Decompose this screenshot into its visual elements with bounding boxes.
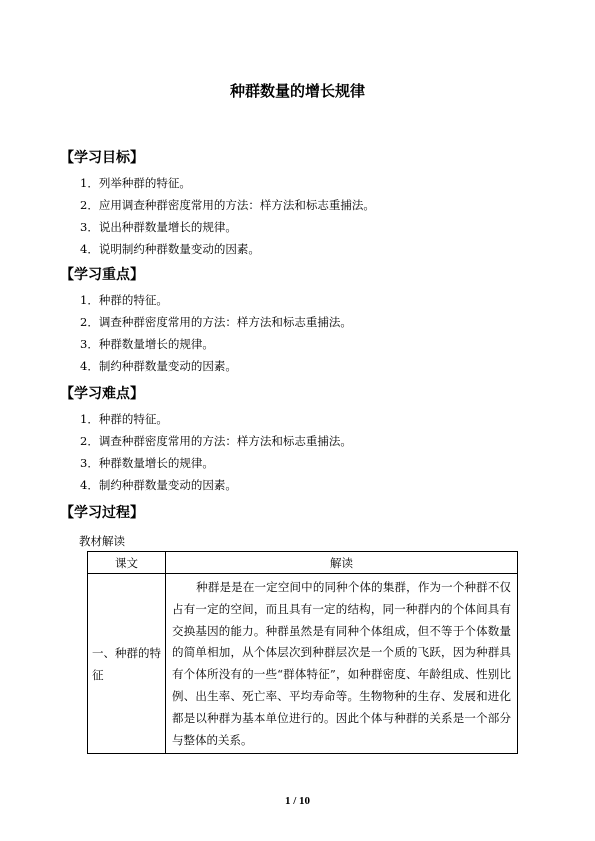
list-item: 1．列举种群的特征。 [80,176,191,190]
list-item: 4．制约种群数量变动的因素。 [80,359,237,373]
list-item: 2．调查种群密度常用的方法：样方法和标志重捕法。 [80,315,352,329]
key-points-list [80,289,352,377]
section-heading-goals: 【学习目标】 [60,150,144,166]
difficulties-list [80,408,352,496]
table-cell-content-text: 种群是是在一定空间中的同种个体的集群，作为一个种群不仅占有一定的空间，而且具有一定的结构，同一种群内的个体间具有交换基因的能力。种群虽然是有同种个体组成，但不等于个体数量的简单相加，从个体层次到种群层次是一个质的飞跃，因为种群具有个体所没有的一些“群体特征”，如种群密度、年龄组成、性别比例、出生率、死亡率、平均寿命等。生物物种的生存、发展和进化都是以种群为基本单位进行的。因此个体与种群的关系是一个部分与整体的关系。 [172,580,511,747]
table-cell-topic: 一、种群的特征 [88,574,166,754]
list-item: 1．种群的特征。 [80,412,168,426]
list-item: 2．调查种群密度常用的方法：样方法和标志重捕法。 [80,434,352,448]
goals-list [80,172,375,260]
list-item: 4．制约种群数量变动的因素。 [80,478,237,492]
list-item: 1．种群的特征。 [80,293,168,307]
table-header-cell: 课文 [88,552,166,574]
list-item: 3．说出种群数量增长的规律。 [80,220,237,234]
section-heading-key-points: 【学习重点】 [60,267,144,283]
list-item: 3．种群数量增长的规律。 [80,456,214,470]
list-item: 2．应用调查种群密度常用的方法：样方法和标志重捕法。 [80,198,375,212]
table-caption: 教材解读 [79,534,125,548]
section-heading-difficulties: 【学习难点】 [60,386,144,402]
section-heading-process: 【学习过程】 [60,505,144,521]
table-row [88,574,518,754]
list-item: 3．种群数量增长的规律。 [80,337,214,351]
list-item: 4．说明制约种群数量变动的因素。 [80,242,260,256]
interpretation-table [87,551,518,754]
page-title: 种群数量的增长规律 [229,82,365,100]
table-header-cell: 解读 [166,552,518,574]
page-number: 1 / 10 [284,795,311,807]
table-header-row [88,552,518,574]
table-cell-content [166,574,518,754]
